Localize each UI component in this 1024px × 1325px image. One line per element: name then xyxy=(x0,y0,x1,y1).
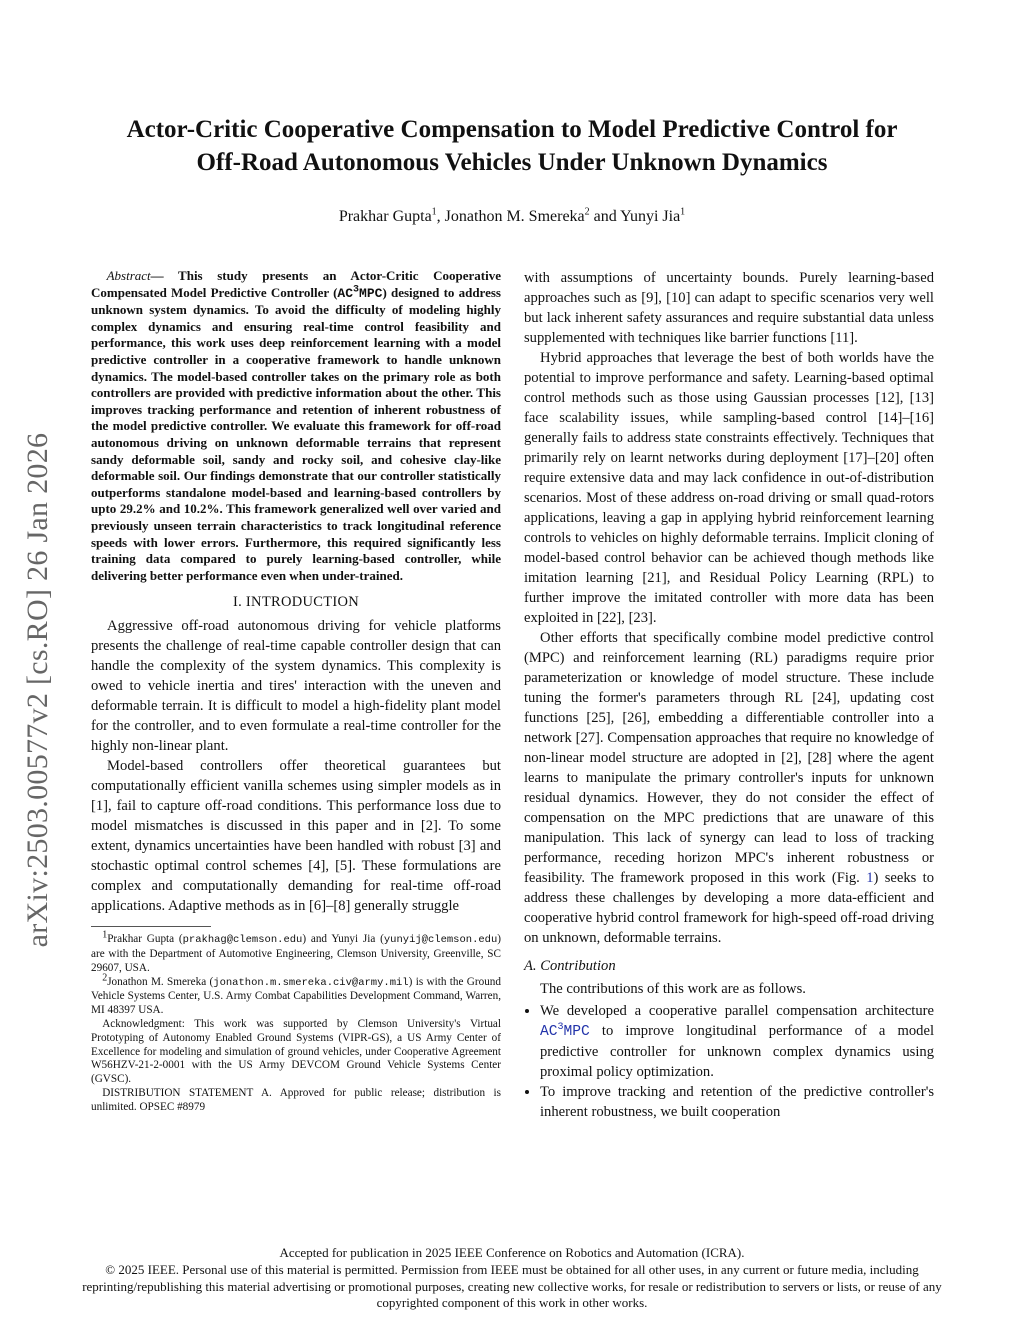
right-column xyxy=(524,268,934,1122)
section-heading-introduction: I. INTRODUCTION xyxy=(232,594,360,611)
figure-reference-link[interactable]: 1 xyxy=(866,870,874,886)
publication-note: Accepted for publication in 2025 IEEE Conference on Robotics and Automation (ICRA). xyxy=(279,1245,745,1260)
author-affiliation-mark: 2 xyxy=(584,206,590,218)
paragraph: Aggressive off-road autonomous driving for vehicle platforms presents the challenge of real-time capable controller design that can handle the complexity of the system dynamics. This complexity is owed to vehicle inertia and tires' interaction with the uneven and deformable terrain. It is difficult to model a high-fidelity plant model for the controller, and to even formulate a real-time controller for the highly non-linear plant. xyxy=(91,618,501,755)
abstract-label: Abstract xyxy=(106,268,151,283)
title-line-1: Actor-Critic Cooperative Compensation to Model Predictive Control for xyxy=(126,116,898,143)
method-acronym: $AC^3MPC$ xyxy=(540,1022,590,1040)
arxiv-id-label: arXiv:2503.00577v2 [cs.RO] 26 Jan 2026 xyxy=(21,432,54,948)
title-line-2: Off-Road Autonomous Vehicles Under Unknown Dynamics xyxy=(196,149,828,176)
author-name: Prakhar Gupta xyxy=(338,208,432,225)
page-footer xyxy=(70,1245,954,1312)
footnote-distribution: DISTRIBUTION STATEMENT A. Approved for public release; distribution is unlimited. OPSEC #8979 xyxy=(91,1087,501,1113)
author-list: Prakhar Gupta$^1$, Jonathon M. Smereka$^2$ and Yunyi Jia$^1$ xyxy=(338,206,686,225)
list-item: • To improve tracking and retention of the predictive controller's inherent robustness, we built cooperation xyxy=(540,1082,934,1122)
email-link[interactable]: jonathon.m.smereka.civ@army.mil xyxy=(213,976,409,989)
abstract: Abstract— This study presents an Actor-Critic Cooperative Compensated Model Predictive Controller $(AC^3MPC)$ designed to address unknown system dynamics. To avoid the difficulty of modeling highly complex dynamics and ensuring real-time control feasibility and performance, this work uses deep reinforcement learning with a model predictive controller in a cooperative framework to handle unknown dynamics. The model-based controller takes on the primary role as both controllers are provided with predictive information about the other. This improves tracking performance and retention of inherent robustness of the model predictive controller. We evaluate this framework for off-road autonomous driving on unknown deformable terrains that represent sandy deformable soil, sandy and rocky soil, and cohesive clay-like deformable soil. Our findings demonstrate that our controller statistically outperforms standalone model-based and learning-based controllers by upto 29.2% and 10.2%. This framework generalized well over varied and previously unseen terrain characteristics to track longitudinal reference speeds with lower errors. Furthermore, this required significantly less training data compared to purely learning-based controller, while delivering better performance even when under-trained. xyxy=(91,268,502,583)
paper-title xyxy=(60,113,964,179)
email-link[interactable]: prakhag@clemson.edu xyxy=(182,934,303,947)
email-link[interactable]: yunyij@clemson.edu xyxy=(383,934,498,947)
left-column xyxy=(91,268,501,1115)
list-item: • We developed a cooperative parallel compensation architecture $AC^3MPC$ to improve longitudinal performance of a model predictive controller for unknown complex dynamics using proximal policy optimization. xyxy=(540,1001,934,1082)
paragraph: Model-based controllers offer theoretical guarantees but computationally efficient vanilla schemes using simpler models as in [1], fail to capture off-road conditions. This performance loss due to model mismatches is discussed in this paper and in [2]. To some extent, dynamics uncertainties have been handled with robust [3] and stochastic optimal control schemes [4], [5]. These formulations are complex and computationally demanding for real-time off-road applications. Adaptive methods as in [6]–[8] generally struggle xyxy=(91,758,501,915)
subsection-heading-contribution: A. Contribution xyxy=(524,958,616,974)
contribution-list xyxy=(524,1001,934,1122)
paragraph: Hybrid approaches that leverage the best of both worlds have the potential to improve performance and safety. Learning-based optimal control methods such as those using Gaussian processes [12], [13] face scalability issues, while sampling-based control [14]–[16] generally fails to address state constraints effectively. Techniques that primarily rely on learnt networks during deployment [17]–[20] often require extensive data and may lack confidence in out-of-distribution scenarios. Most of these address on-road driving or small quad-rotors applications, leaving a gap in applying hybrid reinforcement learning controls to vehicles on highly deformable terrains. Implicit cloning of model-based control behavior can be achieved though methods like imitation learning [21], and Residual Policy Learning (RPL) to further improve the imitated controller with more data has been exploited in [22], [23]. xyxy=(524,350,934,626)
author-name: Yunyi Jia xyxy=(620,208,681,225)
footnote-affiliation-2: $^2$Jonathon M. Smereka (jonathon.m.smereka.civ@army.mil) is with the Ground Vehicle Systems Center, U.S. Army Combat Capabilities Development Command, Warren, MI 48397 USA. xyxy=(91,971,501,1017)
footnote-acknowledgment: Acknowledgment: This work was supported by Clemson University's Virtual Prototyping of Autonomy Enabled Ground Systems (VIPR-GS), a US Army Center of Excellence for modeling and simulation of ground vehicles, under Cooperative Agreement W56HZV-21-2-0001 with the US Army DEVCOM Ground Vehicle Systems Center (GVSC). xyxy=(91,1018,501,1086)
author-name: Jonathon M. Smereka xyxy=(444,208,585,225)
arxiv-sidebar-stamp xyxy=(8,370,68,1010)
copyright-notice: © 2025 IEEE. Personal use of this material is permitted. Permission from IEEE must be obtained for all other uses, in any current or future media, including reprinting/republishing this material advertising or promotional purposes, creating new collective works, for resale or redistribution to servers or lists, or reuse of any copyrighted component of this work in other works. xyxy=(82,1261,942,1311)
author-affiliation-mark: 1 xyxy=(680,206,686,218)
author-affiliation-mark: 1 xyxy=(431,206,437,218)
footnote-divider xyxy=(91,926,211,927)
paragraph: with assumptions of uncertainty bounds. Purely learning-based approaches such as [9], [10] can adapt to specific scenarios very well but lack inherent safety assurances and require substantial data unless supplemented with techniques like barrier functions [11]. xyxy=(524,270,934,346)
paragraph: The contributions of this work are as follows. xyxy=(540,981,806,997)
method-acronym: $AC^3MPC$ xyxy=(337,284,383,301)
footnote-affiliation-1: $^1$Prakhar Gupta (prakhag@clemson.edu) and Yunyi Jia (yunyij@clemson.edu) are with the Department of Automotive Engineering, Clemson University, Greenville, SC 29607, USA. xyxy=(91,929,502,974)
paragraph: Other efforts that specifically combine model predictive control (MPC) and reinforcement learning (RL) paradigms require prior parameterization or knowledge of model structure. These include tuning the former's parameters through RL [24], updating cost functions [25], [26], embedding a differentiable controller into a network [27]. Compensation approaches that require no knowledge of non-linear model structure are adopted in [2], [28] where the agent learns to manipulate the primary controller's inputs for unknown residual dynamics. However, they do not consider the effect of compensation on the MPC predictions that are unaware of this manipulation. This lack of synergy can lead to loss of tracking performance, receding horizon MPC's inherent robustness or feasibility. The framework proposed in this work (Fig. 1) seeks to address these challenges by developing a more data-efficient and cooperative hybrid control framework for high-speed off-road driving on unknown, deformable terrains. xyxy=(524,630,934,946)
